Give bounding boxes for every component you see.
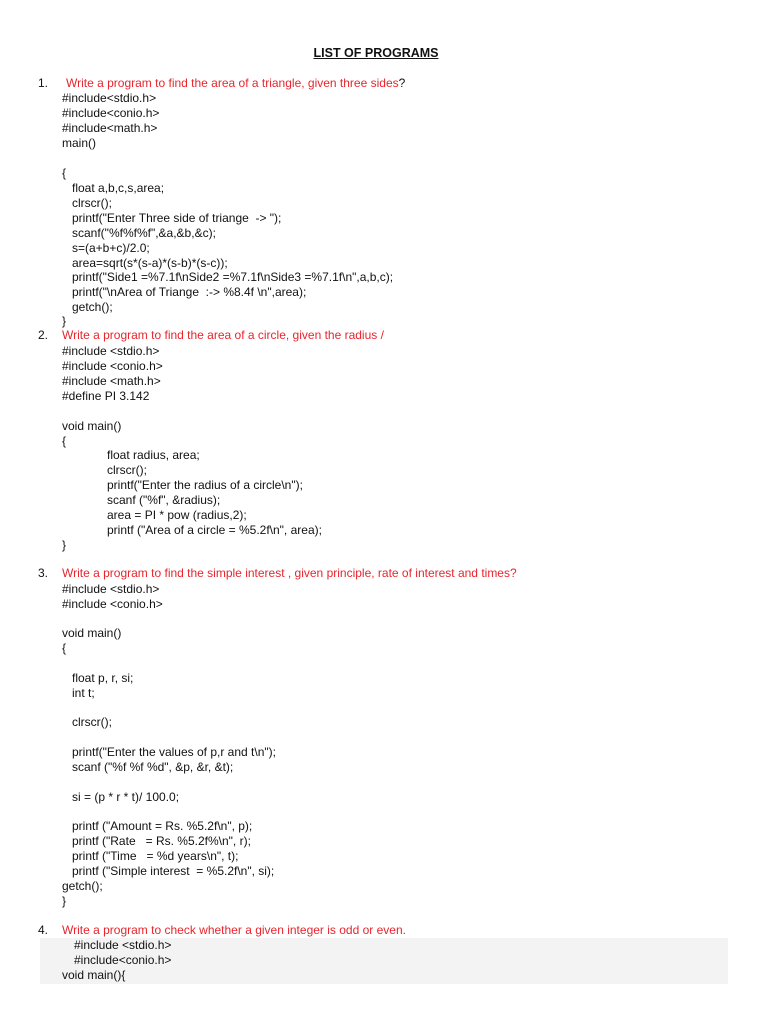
code-line: printf ("Area of a circle = %5.2f\n", area);	[107, 523, 322, 537]
code-line: getch();	[62, 879, 103, 893]
program-number: 2.	[38, 328, 49, 342]
code-line: #include <math.h>	[62, 374, 161, 388]
code-line: float radius, area;	[107, 448, 200, 462]
code-line: area = PI * pow (radius,2);	[107, 508, 247, 522]
code-line: #include<conio.h>	[62, 106, 160, 120]
code-line: printf("\nArea of Triange :-> %8.4f \n",area);	[72, 285, 307, 299]
code-line: s=(a+b+c)/2.0;	[72, 241, 150, 255]
question-text: Write a program to find the area of a triangle, given three sides	[66, 76, 399, 90]
program-number: 1.	[38, 76, 49, 90]
code-line: printf ("Time = %d years\n", t);	[72, 849, 239, 863]
code-line: }	[62, 894, 67, 908]
code-line: main()	[62, 136, 97, 150]
program-question: Write a program to find the simple interest , given principle, rate of interest and times?	[62, 566, 517, 580]
code-line: #include <stdio.h>	[62, 582, 160, 596]
code-line: printf ("Simple interest = %5.2f\n", si);	[72, 864, 275, 878]
code-line: si = (p * r * t)/ 100.0;	[72, 790, 180, 804]
code-line: #include<stdio.h>	[62, 91, 157, 105]
program-number: 3.	[38, 566, 49, 580]
code-line: }	[62, 538, 67, 552]
code-line: printf ("Amount = Rs. %5.2f\n", p);	[72, 819, 253, 833]
document-title: LIST OF PROGRAMS	[313, 46, 439, 60]
code-line: clrscr();	[72, 715, 112, 729]
code-line: #include <stdio.h>	[74, 938, 172, 952]
code-line: float a,b,c,s,area;	[72, 181, 165, 195]
code-line: #include <conio.h>	[62, 359, 163, 373]
code-line: area=sqrt(s*(s-a)*(s-b)*(s-c));	[72, 256, 228, 270]
code-line: void main()	[62, 419, 122, 433]
code-line: scanf("%f%f%f",&a,&b,&c);	[72, 226, 216, 240]
program-number: 4.	[38, 923, 49, 937]
code-line: #define PI 3.142	[62, 389, 150, 403]
code-line: void main(){	[62, 968, 126, 982]
code-line: {	[62, 434, 67, 448]
code-line: }	[62, 314, 67, 328]
question-suffix: ?	[398, 76, 406, 90]
code-line: printf("Enter the radius of a circle\n");	[107, 478, 303, 492]
code-line: void main()	[62, 626, 122, 640]
program-question: Write a program to find the area of a circle, given the radius /	[62, 328, 384, 342]
code-line: #include <conio.h>	[62, 597, 163, 611]
code-line: clrscr();	[107, 463, 147, 477]
code-line: printf("Enter the values of p,r and t\n");	[72, 745, 276, 759]
code-line: int t;	[72, 686, 95, 700]
code-line: printf("Enter Three side of triange -> ");	[72, 211, 282, 225]
code-line: #include<conio.h>	[74, 953, 172, 967]
code-line: #include<math.h>	[62, 121, 158, 135]
code-line: getch();	[72, 300, 113, 314]
program-question: Write a program to check whether a given integer is odd or even.	[62, 923, 406, 937]
code-line: scanf ("%f", &radius);	[107, 493, 221, 507]
code-line: {	[62, 166, 67, 180]
code-line: {	[62, 641, 67, 655]
code-line: scanf ("%f %f %d", &p, &r, &t);	[72, 760, 234, 774]
code-line: clrscr();	[72, 196, 112, 210]
code-line: float p, r, si;	[72, 671, 134, 685]
code-line: printf("Side1 =%7.1f\nSide2 =%7.1f\nSide3 =%7.1f\n",a,b,c);	[72, 270, 394, 284]
code-line: printf ("Rate = Rs. %5.2f%\n", r);	[72, 834, 251, 848]
code-line: #include <stdio.h>	[62, 344, 160, 358]
program-question	[66, 76, 405, 91]
